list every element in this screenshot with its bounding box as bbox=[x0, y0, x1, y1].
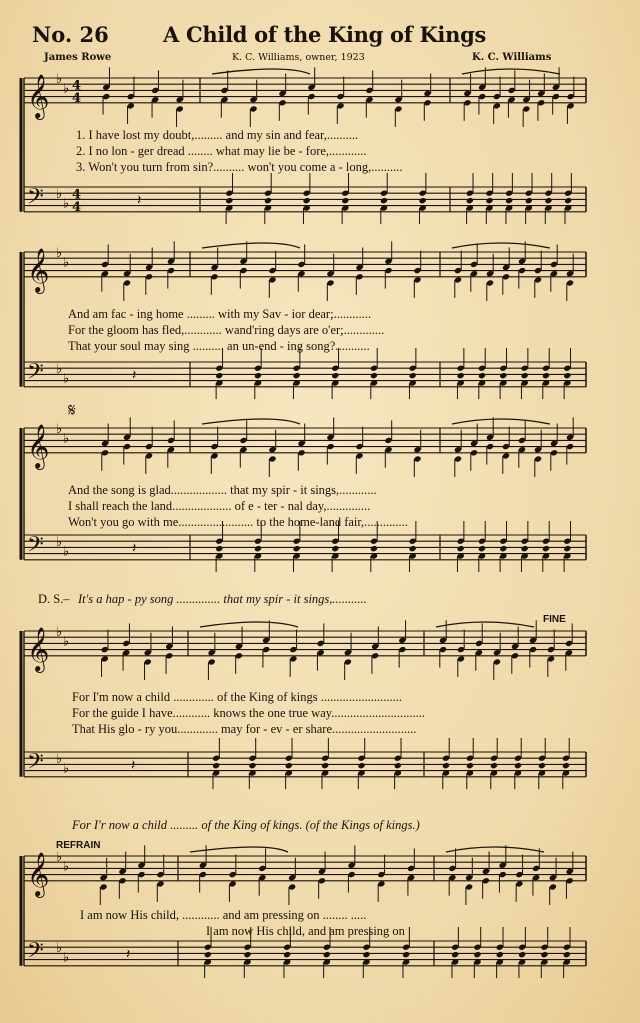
note-head bbox=[457, 372, 465, 379]
flat-icon: ♭ bbox=[56, 362, 63, 378]
note-head bbox=[490, 762, 498, 769]
note-head bbox=[357, 762, 365, 769]
treble-clef-icon: 𝄞 bbox=[27, 626, 50, 671]
note-head bbox=[215, 545, 223, 552]
composer-credit: K. C. Williams bbox=[472, 52, 552, 63]
lyric-line: That your soul may sing .......... an un-end - ing song?........... bbox=[68, 339, 370, 353]
rest-icon: 𝄽 bbox=[126, 946, 131, 963]
note-head bbox=[409, 372, 417, 379]
note-head bbox=[341, 197, 349, 204]
note-head bbox=[540, 951, 548, 958]
note-head bbox=[473, 951, 481, 958]
fine-mark: FINE bbox=[543, 614, 566, 625]
lyric-line: Won't you go with me........................ to the home-land fair,.............. bbox=[68, 515, 408, 529]
note-head bbox=[254, 545, 262, 552]
rest-icon: 𝄽 bbox=[132, 367, 137, 384]
segno-icon: 𝄋 bbox=[68, 400, 76, 421]
slur bbox=[200, 622, 298, 627]
bass-clef-icon: 𝄢 bbox=[27, 532, 44, 563]
note-head bbox=[442, 762, 450, 769]
note-head bbox=[293, 372, 301, 379]
note-head bbox=[409, 545, 417, 552]
note-head bbox=[248, 762, 256, 769]
note-head bbox=[521, 545, 529, 552]
note-head bbox=[521, 372, 529, 379]
note-head bbox=[542, 545, 550, 552]
bass-clef-icon: 𝄢 bbox=[27, 184, 44, 215]
lyric-line: 1. I have lost my doubt,......... and my sin and fear,.......... bbox=[76, 128, 359, 142]
time-signature-bottom: 4 bbox=[72, 90, 82, 106]
slur bbox=[202, 243, 300, 248]
flat-icon: ♭ bbox=[63, 81, 70, 97]
bass-clef-icon: 𝄢 bbox=[27, 749, 44, 780]
ds-text: It's a hap - py song .............. that my spir - it sings,........... bbox=[78, 592, 367, 606]
note-head bbox=[525, 197, 533, 204]
note-head bbox=[466, 762, 474, 769]
note-head bbox=[243, 951, 251, 958]
rest-icon: 𝄽 bbox=[137, 192, 142, 209]
note-head bbox=[563, 951, 571, 958]
slur bbox=[212, 69, 310, 74]
note-head bbox=[499, 372, 507, 379]
note-head bbox=[419, 197, 427, 204]
lyric-line: And am fac - ing home ......... with my Sav - ior dear;............ bbox=[68, 307, 372, 321]
slur bbox=[202, 419, 300, 424]
note-head bbox=[478, 545, 486, 552]
chorus-line: That His glo - ry you............. may for - ev - er share........................... bbox=[72, 722, 417, 736]
flat-icon: ♭ bbox=[63, 859, 70, 875]
treble-clef-icon: 𝄞 bbox=[27, 73, 50, 118]
note-head bbox=[321, 762, 329, 769]
note-head bbox=[370, 545, 378, 552]
note-head bbox=[285, 762, 293, 769]
note-head bbox=[264, 197, 272, 204]
hymn-number: No. 26 bbox=[32, 22, 109, 47]
lyric-line: For the gloom has fled,............ wand'ring days are o'er;............. bbox=[68, 323, 385, 337]
note-head bbox=[323, 951, 331, 958]
slur bbox=[452, 419, 550, 424]
slur bbox=[452, 243, 550, 248]
note-head bbox=[331, 545, 339, 552]
note-head bbox=[293, 545, 301, 552]
flat-icon: ♭ bbox=[63, 196, 70, 212]
time-signature-top: 4 bbox=[72, 187, 82, 203]
note-head bbox=[451, 951, 459, 958]
note-head bbox=[215, 372, 223, 379]
bass-clef-icon: 𝄢 bbox=[27, 938, 44, 969]
flat-icon: ♭ bbox=[63, 950, 70, 966]
note-head bbox=[362, 951, 370, 958]
rest-icon: 𝄽 bbox=[131, 757, 136, 774]
flat-icon: ♭ bbox=[56, 72, 63, 87]
note-head bbox=[457, 545, 465, 552]
note-head bbox=[283, 951, 291, 958]
author-credit: James Rowe bbox=[44, 52, 112, 63]
note-head bbox=[564, 197, 572, 204]
note-head bbox=[370, 372, 378, 379]
treble-clef-icon: 𝄞 bbox=[27, 851, 50, 896]
flat-icon: ♭ bbox=[56, 752, 63, 768]
chorus-line: For I'm now a child ............. of the King of kings .......................... bbox=[72, 690, 403, 704]
note-head bbox=[544, 197, 552, 204]
slur bbox=[462, 69, 560, 74]
hymn-title: A Child of the King of Kings bbox=[163, 22, 486, 47]
note-head bbox=[225, 197, 233, 204]
flat-icon: ♭ bbox=[56, 941, 63, 957]
flat-icon: ♭ bbox=[63, 255, 70, 271]
lyric-line: I shall reach the land................... of e - ter - nal day,.............. bbox=[68, 499, 371, 513]
note-head bbox=[542, 372, 550, 379]
ds-label: D. S.– bbox=[38, 592, 70, 606]
refrain-bass-text: I am now His child, and am pressing on bbox=[206, 924, 405, 938]
rest-icon: 𝄽 bbox=[132, 540, 137, 557]
flat-icon: ♭ bbox=[56, 850, 63, 865]
note-head bbox=[505, 197, 513, 204]
note-head bbox=[331, 372, 339, 379]
note-head bbox=[254, 372, 262, 379]
lyric-line: 2. I no lon - ger dread ........ what may lie be - fore,............ bbox=[76, 144, 367, 158]
bass-chorus-line: For I'r now a child ......... of the King of kings. (of the Kings of kings.) bbox=[72, 818, 420, 832]
note-head bbox=[204, 951, 212, 958]
bass-clef-icon: 𝄢 bbox=[27, 359, 44, 390]
copyright-credit: K. C. Williams, owner, 1923 bbox=[232, 52, 365, 63]
note-head bbox=[478, 372, 486, 379]
refrain-treble-text: I am now His child, ............ and am pressing on ........ ..... bbox=[80, 908, 367, 922]
note-head bbox=[380, 197, 388, 204]
time-signature-bottom: 4 bbox=[72, 199, 82, 215]
note-head bbox=[563, 372, 571, 379]
note-head bbox=[496, 951, 504, 958]
lyric-line: And the song is glad.................. that my spir - it sings,............ bbox=[68, 483, 377, 497]
treble-clef-icon: 𝄞 bbox=[27, 423, 50, 468]
time-signature-top: 4 bbox=[72, 78, 82, 94]
flat-icon: ♭ bbox=[56, 422, 63, 437]
note-head bbox=[485, 197, 493, 204]
lyric-line: 3. Won't you turn from sin?.......... won't you come a - long,.......... bbox=[76, 160, 403, 174]
treble-clef-icon: 𝄞 bbox=[27, 247, 50, 292]
note-head bbox=[402, 951, 410, 958]
flat-icon: ♭ bbox=[63, 761, 70, 777]
flat-icon: ♭ bbox=[63, 371, 70, 387]
slur bbox=[446, 847, 544, 852]
flat-icon: ♭ bbox=[56, 625, 63, 640]
note-head bbox=[562, 762, 570, 769]
flat-icon: ♭ bbox=[63, 431, 70, 447]
note-head bbox=[514, 762, 522, 769]
slur bbox=[436, 622, 534, 627]
note-head bbox=[499, 545, 507, 552]
note-head bbox=[466, 197, 474, 204]
chorus-line: For the guide I have............ knows the one true way.............................. bbox=[72, 706, 425, 720]
flat-icon: ♭ bbox=[56, 187, 63, 203]
flat-icon: ♭ bbox=[56, 535, 63, 551]
flat-icon: ♭ bbox=[63, 634, 70, 650]
refrain-label: REFRAIN bbox=[56, 840, 101, 851]
slur bbox=[190, 847, 288, 852]
note-head bbox=[518, 951, 526, 958]
flat-icon: ♭ bbox=[63, 544, 70, 560]
note-head bbox=[303, 197, 311, 204]
note-head bbox=[538, 762, 546, 769]
note-head bbox=[212, 762, 220, 769]
note-head bbox=[563, 545, 571, 552]
flat-icon: ♭ bbox=[56, 246, 63, 261]
note-head bbox=[394, 762, 402, 769]
